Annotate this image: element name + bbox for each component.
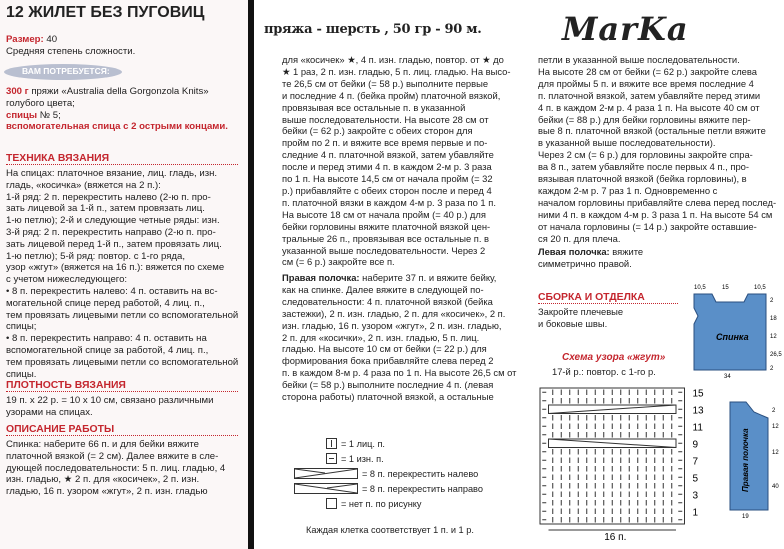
text-line: могательной спице перед работой, 4 лиц. п.,: [6, 297, 205, 309]
text-line: указанной выше последовательности. Через 2: [282, 244, 486, 256]
legend: [326, 436, 526, 511]
size-line: Размер: 40: [6, 34, 58, 45]
text-line: от начала горловины (= 14 р.) закройте оставшие-: [538, 220, 757, 232]
text-line: ними 4 п. в каждом 4-м р. 3 раза 1 п. На высоте 54 см: [538, 208, 773, 220]
materials: 300 г пряжи «Australia della Gorgonzola Knits» голубого цвета; спицы № 5; вспомогательная спица с 2 острыми концами.: [6, 86, 228, 133]
text-line: бейки горловины вяжите платочной вязкой цен-: [282, 220, 491, 232]
text-line: 4 п. в каждом 2-м р. 4 раза 1 п. На высоте 40 см от: [538, 101, 760, 113]
dim-label: 2: [770, 298, 774, 304]
text-line: 2 п. для «косички», 2 п. изн. гладью, 5 п. лиц.: [282, 331, 480, 343]
assembly-heading: СБОРКА И ОТДЕЛКА: [538, 292, 678, 304]
text-line: 19 п. x 22 р. = 10 x 10 см, связано различными: [6, 395, 214, 406]
row-number: 15: [692, 388, 704, 400]
right-front-continuation: [538, 54, 777, 245]
dim-label: 26,5: [770, 352, 782, 358]
text-line: п. в каждом 8-м р. 4 раза по 1 п. На высоте 26,5 см от: [282, 367, 517, 379]
text-line: гладью, 16 п. узором «жгут», 2 п. изн. гладью: [6, 486, 208, 498]
text-line: как на спинке. Далее вяжите в следующей по-: [282, 283, 484, 295]
text-line: р.) прибавляйте с обеих сторон после и перед 4: [282, 184, 492, 196]
front-schematic: [716, 392, 782, 522]
pattern-chart: [536, 384, 711, 546]
left-column: [0, 0, 248, 549]
back-schematic: [686, 280, 782, 380]
row-number: 7: [692, 456, 699, 468]
front-label: Правая полочка: [741, 428, 750, 492]
scheme-title: Схема узора «жгут»: [562, 352, 666, 363]
text-line: спицы;: [6, 321, 37, 333]
text-line: вые 8 п. платочной вязкой (остальные петли вяжите: [538, 125, 766, 137]
legend-symbol-cross-left: [294, 468, 358, 479]
text-line: сторона работы) платочной вязкой, а остальные: [282, 391, 494, 403]
legend-symbol-dash: [326, 453, 337, 464]
text-line: Спинка: наберите 66 п. и для бейки вяжите: [6, 439, 200, 450]
text-line: 1-ю петлю); 2-й и следующие четные ряды: изн.: [6, 215, 220, 227]
text-line: с учетом нижеследующего:: [6, 274, 128, 286]
legend-text: = 8 п. перекрестить налево: [362, 468, 479, 479]
text-line: изн. гладью, 16 п. узором «жгут», 2 п. изн. гладью,: [282, 319, 502, 331]
dim-label: 12: [772, 424, 779, 430]
text-line: те 26,5 см от бейки (= 58 р.) выполните первые: [282, 77, 489, 89]
text-line: в указанной выше последовательности).: [538, 137, 716, 149]
text-line: • 8 п. перекрестить направо: 4 п. оставить на: [6, 333, 207, 345]
legend-item: [326, 451, 526, 466]
text-line: бейки (= 88 р.) для бейки горловины вяжите пер-: [538, 113, 751, 125]
scheme-subtitle: 17-й р.: повтор. с 1-го р.: [552, 366, 656, 377]
back-label: Спинка: [716, 332, 749, 342]
text-line: ся 20 п. для плеча.: [538, 232, 621, 244]
legend-item: [326, 481, 526, 496]
dim-label: 2: [770, 366, 774, 372]
pattern-title: [6, 4, 204, 22]
text-line: п. платочной вязкой, затем убавляйте перед этими: [538, 89, 761, 101]
text-line: тральные 26 п., провязывая все остальные п. в: [282, 232, 490, 244]
text-line: для «косичек» ★, 4 п. изн. гладью, повтор. от ★ до: [282, 54, 504, 65]
dim-label: 12: [772, 450, 779, 456]
work-text: [6, 439, 246, 498]
text-line: по 1 п. На высоте 14,5 см от начала пройм (= 32: [282, 173, 493, 185]
text-line: вязывая платочной вязкой (бейка горловины), в: [538, 173, 747, 185]
row-number: 1: [692, 507, 699, 519]
text-line: узор «жгут» (вяжется на 16 п.): вяжется по схеме: [6, 262, 225, 274]
text-line: узорами на спицах.: [6, 406, 93, 418]
legend-text: = 8 п. перекрестить направо: [362, 483, 483, 494]
legend-text: = 1 изн. п.: [341, 453, 384, 464]
text-line: спицы.: [6, 368, 37, 380]
need-label: ВАМ ПОТРЕБУЕТСЯ:: [22, 66, 110, 76]
text-line: бейки (= 58 р.) выполните последние 4 п. (левая: [282, 379, 494, 391]
technique-heading: ТЕХНИКА ВЯЗАНИЯ: [6, 153, 238, 165]
legend-symbol-vertical: [326, 438, 337, 449]
text-line: вспомогательной спице за работой, 4 лиц. п.,: [6, 344, 209, 356]
text-line: каждом 2-м р. 7 раз 1 п. Одновременно с: [538, 184, 718, 196]
legend-text: = 1 лиц. п.: [341, 438, 385, 449]
text-line: п. платочной вязки в каждом 4-м р. 3 раза по 1 п.: [282, 196, 496, 208]
text-line: изн. гладью, ★ 2 п. для «косичек», 2 п. изн.: [6, 474, 200, 486]
signature: MarKa: [562, 10, 689, 48]
row-number: 5: [692, 473, 699, 485]
legend-item: [326, 466, 526, 481]
dim-label: 40: [772, 484, 779, 490]
text-line: формирования бока прибавляйте слева перед 2: [282, 355, 494, 367]
dim-label: 2: [772, 408, 776, 414]
right-front-description: [282, 272, 528, 403]
difficulty: Средняя степень сложности.: [6, 46, 136, 57]
text-line: для проймы 5 п. и вяжите все время последние 4: [538, 77, 754, 89]
text-line: ва 8 п., затем убавляйте после первых 4 п., про-: [538, 161, 749, 173]
row-number: 3: [692, 490, 699, 502]
legend-symbol-empty: [326, 498, 337, 509]
text-line: и последние 4 п. (бейка пройм) платочной вязкой,: [282, 89, 501, 101]
text-line: 1-й ряд: 2 п. перекрестить налево (2-ю п. про-: [6, 191, 211, 203]
text-line: следние 4 п. платочной вязкой, затем убавляйте: [282, 149, 494, 161]
stitch-count: 16 п.: [604, 532, 627, 543]
density-text: [6, 395, 246, 419]
dim-label: 10,5: [754, 285, 766, 291]
row-number: 9: [692, 439, 699, 451]
left-shelf: Левая полочка: вяжите симметрично правой.: [538, 246, 644, 269]
text-line: наберите 37 п. и вяжите бейку,: [362, 272, 497, 283]
technique-text: [6, 168, 246, 380]
text-line: пройм по 2 п. и вяжите все время первые и по-: [282, 137, 488, 149]
title-number: 12: [6, 4, 24, 21]
text-line: гладью. На высоте 10 см от бейки (= 22 р.) для: [282, 343, 487, 355]
title-text: ЖИЛЕТ БЕЗ ПУГОВИЦ: [28, 4, 205, 21]
dim-label: 12: [770, 334, 777, 340]
text-line: платочной вязкой (= 2 см). Далее вяжите в сле-: [6, 450, 219, 462]
legend-symbol-cross-right: [294, 483, 358, 494]
cell-footnote: Каждая клетка соответствует 1 п. и 1 р.: [306, 525, 474, 535]
handwritten-yarn-note: пряжа - шерсть , 50 гр - 90 м.: [264, 22, 482, 37]
text-line: петли в указанной выше последовательности.: [538, 54, 740, 65]
text-line: Через 2 см (= 6 р.) для горловины закройте спра-: [538, 149, 753, 161]
text-line: На высоте 28 см от бейки (= 62 р.) закройте слева: [538, 65, 757, 77]
dim-label: 19: [742, 514, 749, 520]
work-heading: ОПИСАНИЕ РАБОТЫ: [6, 424, 238, 436]
text-line: ★ 1 раз, 2 п. изн. гладью, 5 п. лиц. гладью. На высо-: [282, 65, 511, 77]
text-line: см (= 6 р.) закройте все п.: [282, 256, 395, 268]
text-line: после и перед этими 4 п. в каждом 2-м р. 3 раза: [282, 161, 492, 173]
text-line: тем провязать лицевыми петли со вспомогательной: [6, 309, 239, 321]
legend-item: [326, 436, 526, 451]
text-line: выше последовательности. На высоте 28 см от: [282, 113, 489, 125]
text-line: тем провязать лицевыми петли со вспомогательной: [6, 356, 239, 368]
text-line: • 8 п. перекрестить налево: 4 п. оставить на вс-: [6, 285, 218, 297]
text-line: 3-й ряд: 2 п. перекрестить направо (2-ю п. про-: [6, 226, 216, 238]
dim-label: 10,5: [694, 285, 706, 291]
back-description: [282, 54, 528, 268]
text-line: [282, 272, 528, 284]
density-heading: ПЛОТНОСТЬ ВЯЗАНИЯ: [6, 380, 238, 392]
row-number: 11: [692, 422, 703, 434]
text-line: бейки (= 62 р.) закройте с обеих сторон для: [282, 125, 473, 137]
text-line: провязывая все остальные п. в указанной: [282, 101, 466, 113]
text-line: зать лицевой перед 1-й п., затем провязать лиц.: [6, 238, 222, 250]
text-line: дующей последовательности: 5 п. лиц. гладью, 4: [6, 462, 226, 474]
text-line: началом горловины прибавляйте слева перед послед-: [538, 196, 777, 208]
legend-item: [326, 496, 526, 511]
row-number: 13: [692, 405, 704, 417]
text-line: следовательности: 4 п. платочной вязкой (бейка: [282, 295, 493, 307]
assembly-text: Закройте плечевые и боковые швы.: [538, 306, 624, 329]
text-line: зать лицевой за 1-й п., затем провязать лиц.: [6, 203, 205, 215]
middle-column: [254, 0, 534, 549]
text-line: 1-ю петлю); 5-й ряд: повтор. с 1-го ряда,: [6, 250, 186, 262]
dim-label: 34: [724, 374, 731, 380]
legend-text: = нет п. по рисунку: [341, 498, 422, 509]
section-label: Правая полочка:: [282, 272, 360, 283]
dim-label: 18: [770, 316, 777, 322]
dim-label: 15: [722, 285, 729, 291]
text-line: застежки), 2 п. изн. гладью, 2 п. для «косичек», 2 п.: [282, 307, 506, 319]
text-line: На высоте 18 см от начала пройм (= 40 р.) для: [282, 208, 486, 220]
text-line: гладь, «косичка» (вяжется на 2 п.):: [6, 179, 161, 191]
text-line: На спицах: платочное вязание, лиц. гладь, изн.: [6, 168, 218, 179]
